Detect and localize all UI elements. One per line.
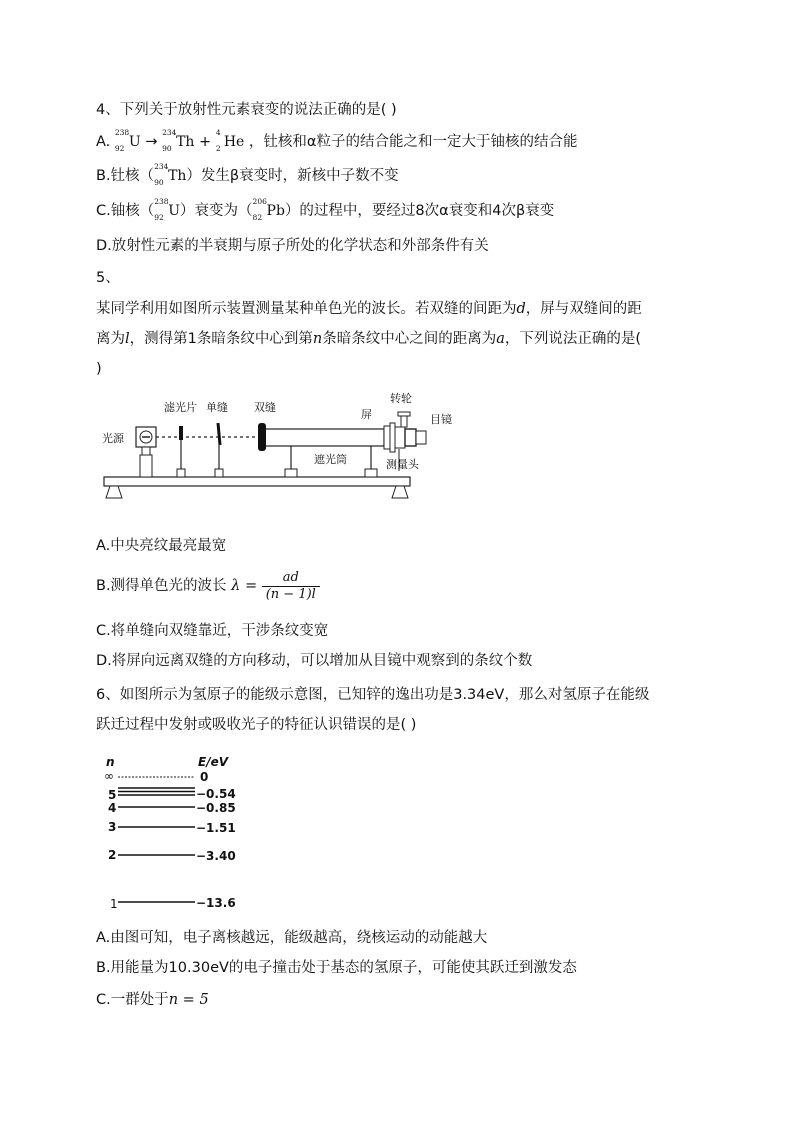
q6-stem-line1: 6、如图所示为氢原子的能级示意图，已知锌的逸出功是3.34eV，那么对氢原子在能级 [96, 687, 650, 703]
uranium-nuclide: 238 92 U [114, 128, 141, 153]
option-label: A. [96, 134, 111, 150]
level-n-1: 1 [110, 897, 118, 911]
q6-option-a: A.由图可知，电子离核越远，能级越高，绕核运动的动能越大 [96, 930, 488, 946]
label-eyepiece: 目镜 [430, 413, 452, 426]
energy-axis-label: E/eV [198, 755, 229, 769]
eyepiece-element [416, 431, 426, 444]
q4-stem: 4、下列关于放射性元素衰变的说法正确的是( ) [96, 102, 397, 118]
screen-element [384, 426, 390, 449]
label-tube: 遮光筒 [314, 453, 347, 466]
level-e-3: −1.51 [196, 821, 236, 835]
label-measuring-head: 测量头 [386, 458, 419, 471]
uranium-nuclide: 238 92 U [154, 197, 181, 222]
hydrogen-energy-level-diagram [100, 752, 260, 917]
q4-option-c: C.铀核（ 238 92 U）衰变为（ 206 82 Pb）的过程中，要经过8次α衰变和4次β衰变 [96, 197, 555, 222]
light-shield-tube [264, 429, 384, 446]
thorium-nuclide: 234 90 Th [162, 128, 195, 153]
q5-option-c: C.将单缝向双缝靠近，干涉条纹变宽 [96, 623, 329, 639]
level-e-2: −3.40 [196, 849, 236, 863]
q6-option-c: C.一群处于n = 5 [96, 992, 209, 1008]
filter-element [179, 426, 183, 440]
lead-nuclide: 206 82 Pb [252, 197, 285, 222]
q5-number: 5、 [96, 270, 120, 286]
math-n-equals-5: n = 5 [168, 992, 209, 1008]
level-n-inf: ∞ [104, 769, 114, 783]
q4-option-b: B.钍核（ 234 90 Th）发生β衰变时，新核中子数不变 [96, 162, 399, 187]
level-e-5: −0.54 [196, 787, 236, 801]
q6-stem-line2: 跃迁过程中发射或吸收光子的特征认识错误的是( ) [96, 717, 417, 733]
q5-stem-line2: 离为l，测得第1条暗条纹中心到第n条暗条纹中心之间的距离为a，下列说法正确的是( [96, 331, 642, 347]
bench-foot-left [106, 486, 122, 498]
q6-option-b: B.用能量为10.30eV的电子撞击处于基态的氢原子，可能使其跃迁到激发态 [96, 960, 577, 976]
q5-stem-line3: ) [96, 361, 102, 377]
double-slit-apparatus-diagram [96, 385, 452, 510]
level-e-4: −0.85 [196, 801, 236, 815]
level-n-2: 2 [108, 848, 117, 862]
q5-option-b: B.测得单色光的波长 λ = $\frac{ad}{(n - 1)l}$ [96, 569, 320, 603]
q4-option-d: D.放射性元素的半衰期与原子所处的化学状态和外部条件有关 [96, 238, 489, 254]
double-slit-element [258, 423, 266, 451]
wheel-icon [401, 415, 407, 427]
option-text: ，钍核和α粒子的结合能之和一定大于铀核的结合能 [248, 134, 578, 150]
label-screen: 屏 [361, 408, 372, 421]
thorium-nuclide: 234 90 Th [154, 162, 187, 187]
level-n-4: 4 [108, 801, 117, 815]
optical-bench [104, 477, 410, 486]
plus-sign: + [199, 134, 212, 150]
lambda-symbol: λ = [231, 578, 258, 594]
q5-option-a: A.中央亮纹最亮最宽 [96, 538, 227, 554]
reaction-arrow: → [145, 134, 158, 150]
label-single-slit: 单缝 [206, 401, 228, 414]
measuring-head-body [395, 427, 405, 448]
wavelength-fraction: $\frac{ad}{(n - 1)l}$ [262, 570, 320, 603]
q5-option-d: D.将屏向远离双缝的方向移动，可以增加从目镜中观察到的条纹个数 [96, 653, 533, 669]
label-light-source: 光源 [102, 432, 124, 445]
n-axis-label: n [106, 755, 115, 769]
level-n-5: 5 [108, 788, 117, 802]
level-e-1: −13.6 [196, 896, 236, 910]
bench-foot-right [392, 486, 408, 498]
level-n-3: 3 [108, 820, 117, 834]
label-wheel: 转轮 [390, 392, 412, 405]
label-filter: 滤光片 [164, 401, 197, 414]
level-e-inf: 0 [200, 770, 209, 784]
q5-stem-line1: 某同学利用如图所示装置测量某种单色光的波长。若双缝的间距为d，屏与双缝间的距 [96, 301, 642, 317]
label-double-slit: 双缝 [254, 401, 276, 414]
single-slit-element [218, 423, 220, 445]
helium-nuclide: 4 2 He [215, 128, 245, 153]
q4-option-a [96, 128, 578, 153]
